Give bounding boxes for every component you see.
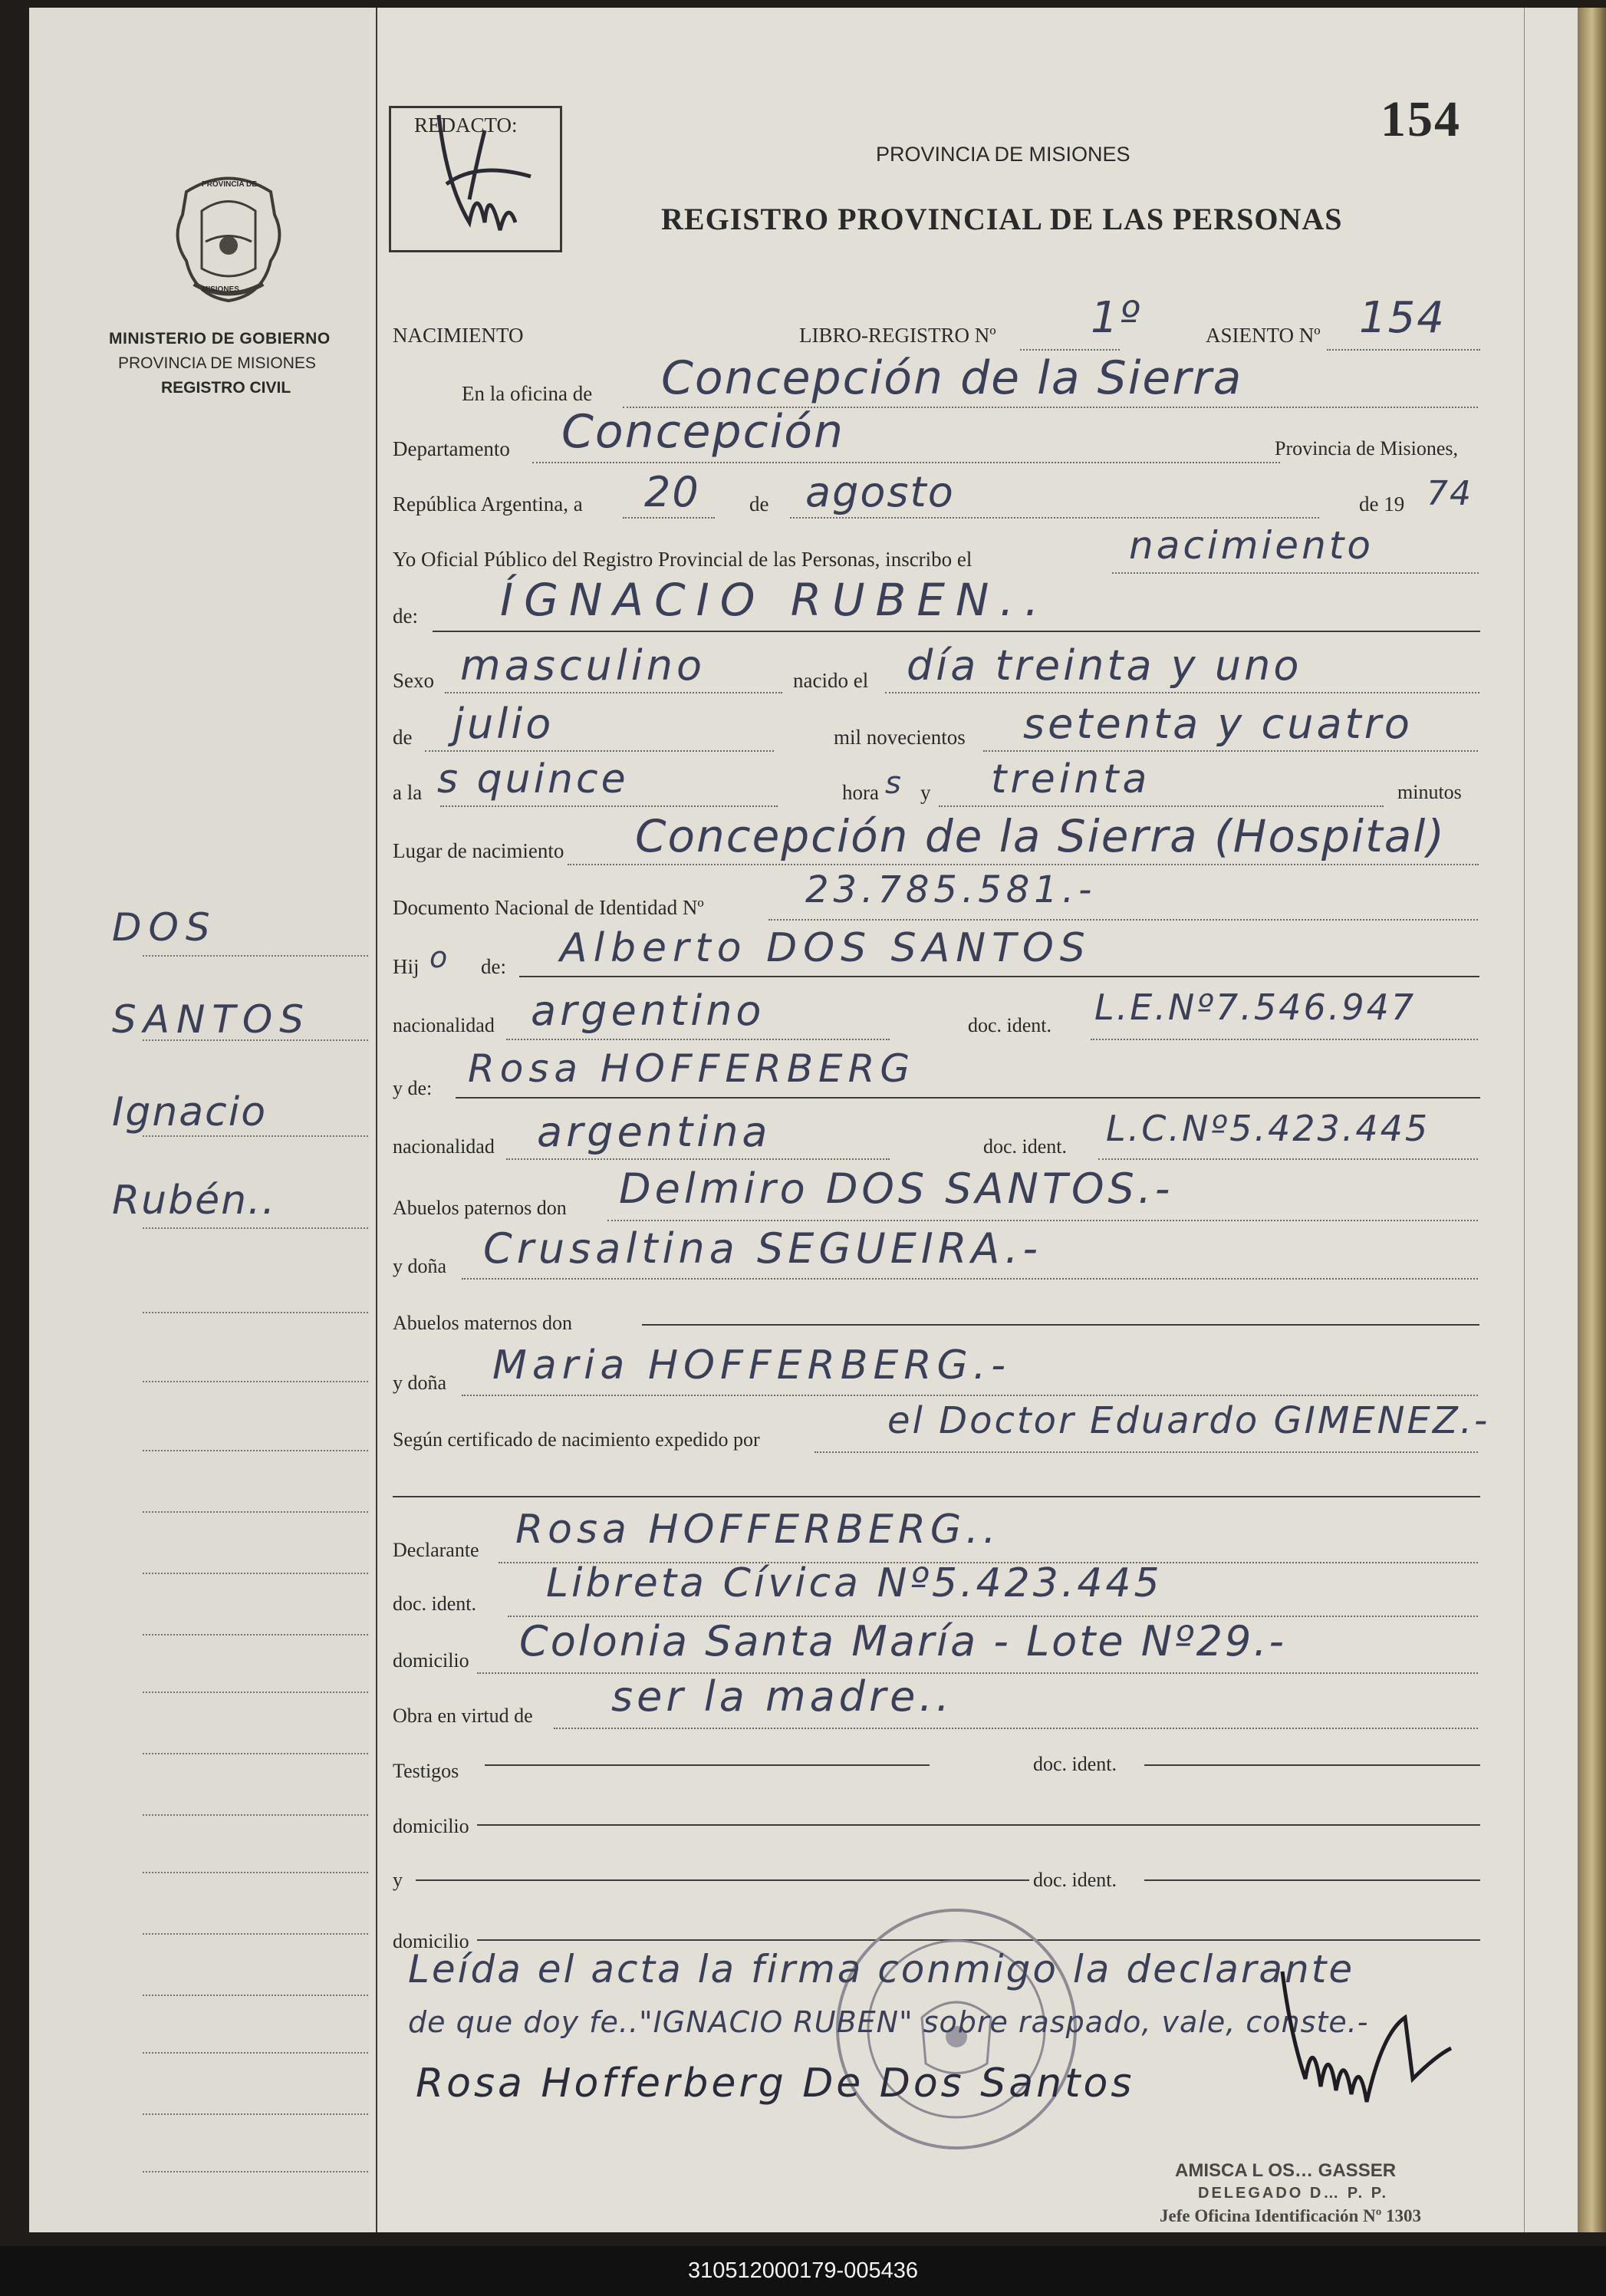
ydona2-line	[462, 1395, 1478, 1396]
testigos-doc-label: doc. ident.	[1033, 1753, 1117, 1775]
departamento-line	[532, 462, 1280, 463]
margin-surname-1: DOS	[112, 905, 217, 950]
domicilio-value: Colonia Santa María - Lote Nº29.-	[519, 1617, 1286, 1665]
de2-label: de:	[393, 604, 418, 628]
book-edge	[1578, 8, 1606, 2232]
closing-line-1: Leída el acta la firma conmigo la declarante	[408, 1947, 1355, 1991]
hora-value: s quince	[437, 756, 629, 802]
y-label: y	[920, 781, 931, 804]
nacimiento-label: NACIMIENTO	[393, 324, 524, 347]
header-province: PROVINCIA DE MISIONES	[876, 143, 1130, 166]
stamp-name: AMISCA L OS… GASSER	[1175, 2160, 1397, 2181]
hijo-label: Hij	[393, 955, 420, 978]
declarante-value: Rosa HOFFERBERG..	[515, 1507, 1001, 1553]
docdec-value: Libreta Cívica Nº5.423.445	[546, 1560, 1163, 1606]
year-value: 74	[1427, 474, 1473, 513]
ydona1-value: Crusaltina SEGUEIRA.-	[483, 1224, 1042, 1273]
y2-line	[416, 1879, 1029, 1881]
redacto-signature-icon	[416, 69, 554, 253]
dom3-label: domicilio	[393, 1930, 469, 1952]
sexo-value: masculino	[460, 641, 706, 690]
margin-given-name-1: Ignacio	[112, 1089, 268, 1135]
ministry-title: MINISTERIO DE GOBIERNO	[109, 330, 331, 348]
name-line	[433, 631, 1480, 632]
nac1-label: nacionalidad	[393, 1014, 495, 1036]
testigos-doc-line	[1144, 1764, 1480, 1766]
nac2-line	[506, 1158, 890, 1160]
stamp-role: DELEGADO D… P. P.	[1198, 2185, 1389, 2202]
obra-line	[554, 1728, 1478, 1729]
nac2-value: argentina	[537, 1108, 772, 1156]
domicilio-label: domicilio	[393, 1649, 469, 1672]
ydona1-label: y doña	[393, 1255, 447, 1277]
ydona2-value: Maria HOFFERBERG.-	[492, 1342, 1012, 1388]
lugar-value: Concepción de la Sierra (Hospital)	[635, 810, 1446, 862]
ydona1-line	[462, 1278, 1478, 1280]
abmat-line	[642, 1324, 1479, 1326]
departamento-label: Departamento	[393, 437, 510, 460]
dni-value: 23.785.581.-	[805, 868, 1097, 911]
ydona2-label: y doña	[393, 1372, 447, 1394]
libro-value: 1º	[1091, 293, 1142, 343]
nac1-line	[506, 1039, 890, 1040]
stamp-office: Jefe Oficina Identificación Nº 1303	[1160, 2206, 1422, 2225]
oficial-line	[1112, 572, 1479, 574]
hijo-de-label: de:	[481, 955, 506, 978]
testigos-label: Testigos	[393, 1760, 459, 1782]
horas-label: hora	[842, 781, 879, 804]
obra-label: Obra en virtud de	[393, 1705, 533, 1727]
oficina-label: En la oficina de	[462, 382, 593, 405]
doc1-line	[1091, 1039, 1478, 1040]
obra-value: ser la madre..	[611, 1672, 953, 1721]
mil-label: mil novecientos	[834, 726, 966, 749]
minutos-value: treinta	[991, 756, 1151, 802]
page-right-rule	[1524, 8, 1525, 2232]
day-value: 20	[644, 468, 700, 516]
nac1-value: argentino	[531, 987, 765, 1035]
margin-surname-2: SANTOS	[112, 997, 311, 1042]
hijo-suffix: o	[429, 940, 449, 974]
declarante-label: Declarante	[393, 1539, 479, 1561]
y2-label: y	[393, 1869, 403, 1891]
abpat-value: Delmiro DOS SANTOS.-	[619, 1164, 1174, 1213]
mes-value: julio	[453, 700, 555, 748]
oficial-value: nacimiento	[1129, 523, 1374, 568]
redacto-label: REDACTO:	[414, 114, 518, 137]
lugar-line	[568, 864, 1479, 865]
name-value: ÍGNACIO RUBEN..	[500, 574, 1050, 626]
scan-identifier: 310512000179-005436	[0, 2246, 1606, 2296]
abmat-label: Abuelos maternos don	[393, 1312, 572, 1334]
dni-line	[768, 919, 1478, 921]
madre-value: Rosa HOFFERBERG	[468, 1046, 916, 1091]
nacido-value: día treinta y uno	[907, 641, 1302, 690]
minutos-label: minutos	[1397, 781, 1462, 803]
de-label: de	[749, 492, 769, 516]
mil-line	[983, 750, 1478, 752]
cert-value: el Doctor Eduardo GIMENEZ.-	[887, 1399, 1490, 1442]
departamento-value: Concepción	[561, 405, 845, 459]
left-province: PROVINCIA DE MISIONES	[118, 354, 316, 372]
de3-label: de	[393, 726, 413, 749]
official-signature-icon	[1259, 1941, 1459, 2125]
day-line	[623, 517, 715, 519]
dni-label: Documento Nacional de Identidad Nº	[393, 896, 704, 919]
dom2-line	[477, 1824, 1480, 1826]
doc1-label: doc. ident.	[968, 1014, 1052, 1036]
doc2-value: L.C.Nº5.423.445	[1106, 1108, 1430, 1149]
declarant-signature: Rosa Hofferberg De Dos Santos	[416, 2060, 1135, 2107]
republica-label: República Argentina, a	[393, 492, 583, 516]
doc2-label: doc. ident.	[983, 1135, 1068, 1158]
minutos-line	[939, 805, 1384, 807]
page-number: 154	[1381, 91, 1461, 147]
cert-line-2	[393, 1496, 1480, 1497]
month-line	[790, 517, 1319, 519]
madre-line	[456, 1097, 1480, 1099]
doc2-line	[1098, 1158, 1478, 1160]
ala-label: a la	[393, 781, 423, 804]
sexo-label: Sexo	[393, 669, 434, 692]
horas-suffix: s	[885, 766, 903, 801]
page-left-rule	[376, 8, 377, 2232]
mil-value: setenta y cuatro	[1023, 700, 1413, 748]
right-page	[370, 8, 1578, 2232]
registro-civil: REGISTRO CIVIL	[161, 379, 291, 397]
month-value: agosto	[805, 468, 955, 516]
padre-line	[519, 976, 1479, 977]
abpat-label: Abuelos paternos don	[393, 1197, 567, 1219]
cert-line	[815, 1451, 1478, 1453]
header-registry: REGISTRO PROVINCIAL DE LAS PERSONAS	[661, 202, 1343, 236]
nacido-line	[885, 692, 1479, 693]
cert-label: Según certificado de nacimiento expedido por	[393, 1428, 760, 1451]
oficial-label: Yo Oficial Público del Registro Provincial de las Personas, inscribo el	[393, 548, 972, 571]
asiento-line	[1327, 349, 1480, 351]
margin-given-name-2: Rubén..	[112, 1178, 277, 1224]
seal-top-text: PROVINCIA DE	[202, 180, 257, 189]
yde-label: y de:	[393, 1077, 433, 1099]
left-page	[29, 8, 371, 2232]
seal-bottom-text: MISIONES	[202, 285, 239, 294]
libro-label: LIBRO-REGISTRO Nº	[799, 324, 996, 347]
mes-line	[425, 750, 774, 752]
docdec-label: doc. ident.	[393, 1593, 477, 1615]
abpat-line	[607, 1220, 1478, 1221]
lugar-label: Lugar de nacimiento	[393, 839, 564, 862]
doc1-value: L.E.Nº7.546.947	[1094, 987, 1417, 1028]
y2-doc-label: doc. ident.	[1033, 1869, 1117, 1891]
testigos-line	[485, 1764, 930, 1766]
padre-value: Alberto DOS SANTOS	[560, 925, 1091, 971]
sexo-line	[445, 692, 782, 693]
dom2-label: domicilio	[393, 1815, 469, 1837]
y2-doc-line	[1144, 1879, 1480, 1881]
nacido-label: nacido el	[793, 669, 869, 692]
oficina-value: Concepción de la Sierra	[661, 351, 1243, 405]
asiento-label: ASIENTO Nº	[1206, 324, 1321, 347]
hora-line	[440, 805, 778, 807]
closing-line-2: de que doy fe.."IGNACIO RUBEN" sobre raspado, vale, conste.-	[408, 2005, 1369, 2039]
year-label: de 19	[1359, 492, 1405, 516]
provincia-label: Provincia de Misiones,	[1275, 437, 1459, 460]
libro-line	[1020, 349, 1120, 351]
nac2-label: nacionalidad	[393, 1135, 495, 1158]
asiento-value: 154	[1359, 293, 1446, 343]
